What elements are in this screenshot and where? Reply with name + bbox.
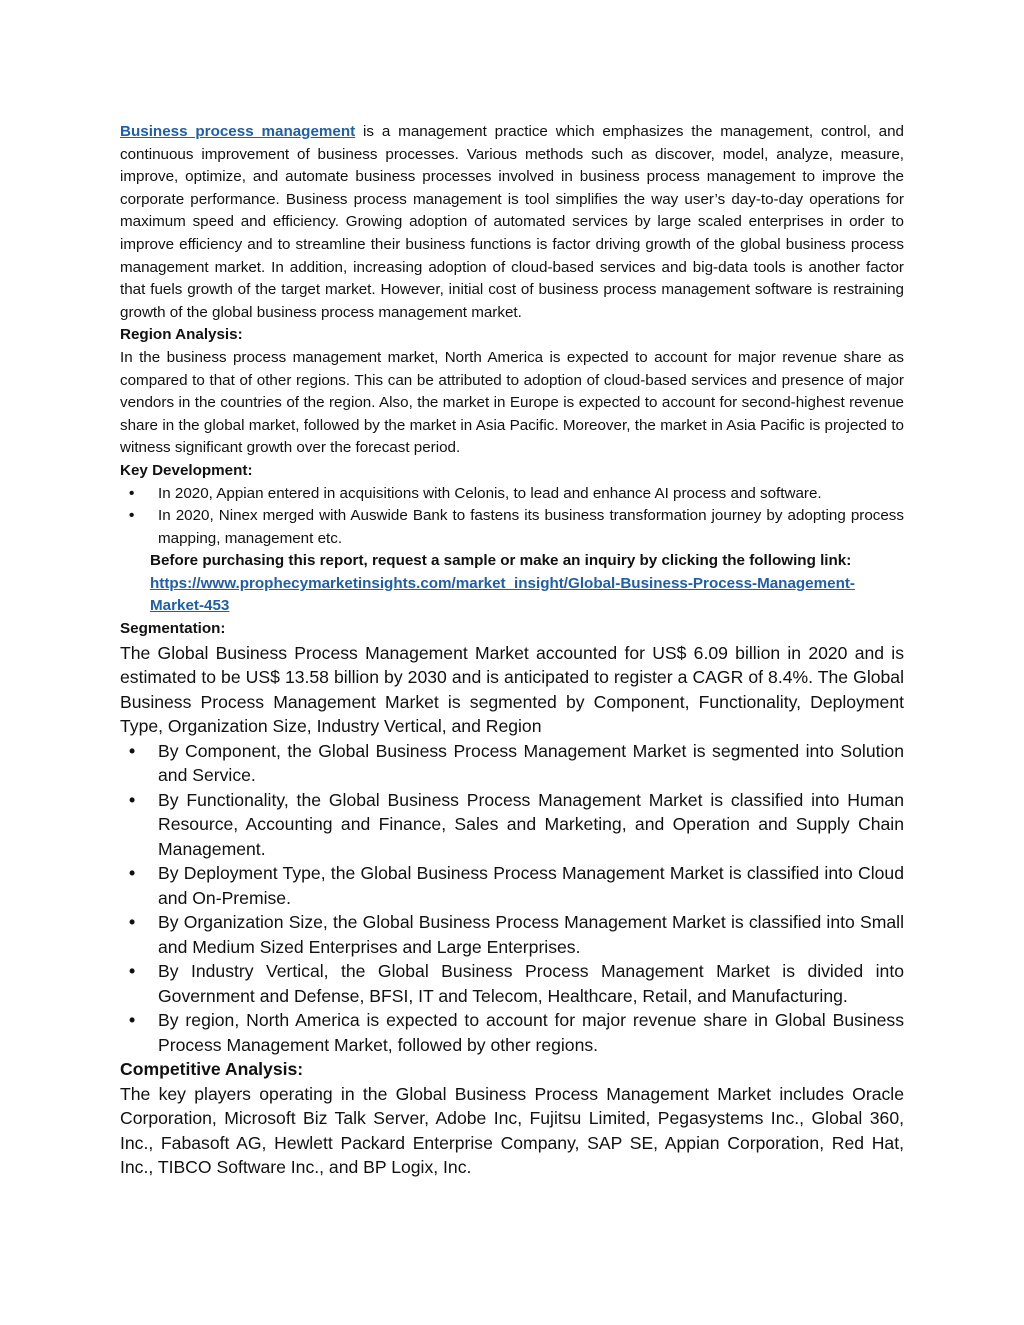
competitive-heading: Competitive Analysis: bbox=[120, 1059, 304, 1080]
report-link[interactable]: https://www.prophecymarketinsights.com/market_insight/Global-Business-Process-Management-Market-453 bbox=[150, 574, 855, 615]
key-development-item: • In 2020, Appian entered in acquisitions with Celonis, to lead and enhance AI process and software. bbox=[120, 483, 904, 506]
key-development-list bbox=[120, 483, 904, 551]
segmentation-list bbox=[120, 739, 904, 1058]
region-paragraph: In the business process management market, North America is expected to account for major revenue share as compared to that of other regions. This can be attributed to adoption of cloud-based services and presence of major vendors in the countries of the region. Also, the market in Europe is expected to account for second-highest revenue share in the global market, followed by the market in Asia Pacific. Moreover, the market in Asia Pacific is projected to witness significant growth over the forecast period. bbox=[120, 348, 904, 457]
key-development-item: • In 2020, Ninex merged with Auswide Bank to fastens its business transformation journey by adopting process mapping, management etc. bbox=[120, 505, 904, 550]
segmentation-item: • By Deployment Type, the Global Business Process Management Market is classified into Cloud and On-Premise. bbox=[120, 861, 904, 910]
segmentation-item: • By Functionality, the Global Business Process Management Market is classified into Human Resource, Accounting and Finance, Sales and Marketing, and Operation and Supply Chain Management. bbox=[120, 788, 904, 862]
bpm-link[interactable]: Business process management bbox=[120, 123, 356, 140]
intro-paragraph bbox=[120, 121, 904, 324]
segmentation-heading: Segmentation: bbox=[120, 620, 226, 638]
document-body bbox=[120, 121, 904, 1180]
inquiry-text: Before purchasing this report, request a sample or make an inquiry by clicking the following link: bbox=[150, 552, 852, 570]
key-development-heading: Key Development: bbox=[120, 461, 253, 479]
segmentation-item: • By Industry Vertical, the Global Business Process Management Market is divided into Government and Defense, BFSI, IT and Telecom, Healthcare, Retail, and Manufacturing. bbox=[120, 959, 904, 1008]
segmentation-item: • By Component, the Global Business Process Management Market is segmented into Solution and Service. bbox=[120, 739, 904, 788]
region-heading: Region Analysis: bbox=[120, 326, 243, 344]
inquiry-callout bbox=[120, 550, 904, 618]
competitive-paragraph: The key players operating in the Global Business Process Management Market includes Oracle Corporation, Microsoft Biz Talk Server, Adobe Inc, Fujitsu Limited, Pegasystems Inc., Global 360, Inc., Fabasoft AG, Hewlett Packard Enterprise Company, SAP SE, Appian Corporation, Red Hat, Inc., TIBCO Software Inc., and BP Logix, Inc. bbox=[120, 1083, 904, 1178]
intro-text: is a management practice which emphasizes the management, control, and continuous improvement of business processes. Various methods such as discover, model, analyze, measure, improve, optimize, and automate business processes involved in business process management to improve the corporate performance. Business process management is tool simplifies the way user’s day-to-day operations for maximum speed and efficiency. Growing adoption of automated services by large scaled enterprises in order to improve efficiency and to streamline their business functions is factor driving growth of the global business process management market. In addition, increasing adoption of cloud-based services and big-data tools is another factor that fuels growth of the target market. However, initial cost of business process management software is restraining growth of the global business process management market. bbox=[120, 123, 904, 321]
segmentation-item: • By region, North America is expected to account for major revenue share in Global Business Process Management Market, followed by other regions. bbox=[120, 1008, 904, 1057]
segmentation-paragraph: The Global Business Process Management Market accounted for US$ 6.09 billion in 2020 and is estimated to be US$ 13.58 billion by 2030 and is anticipated to register a CAGR of 8.4%. The Global Business Process Management Market is segmented by Component, Functionality, Deployment Type, Organization Size, Industry Vertical, and Region bbox=[120, 642, 904, 737]
segmentation-item: • By Organization Size, the Global Business Process Management Market is classified into Small and Medium Sized Enterprises and Large Enterprises. bbox=[120, 910, 904, 959]
